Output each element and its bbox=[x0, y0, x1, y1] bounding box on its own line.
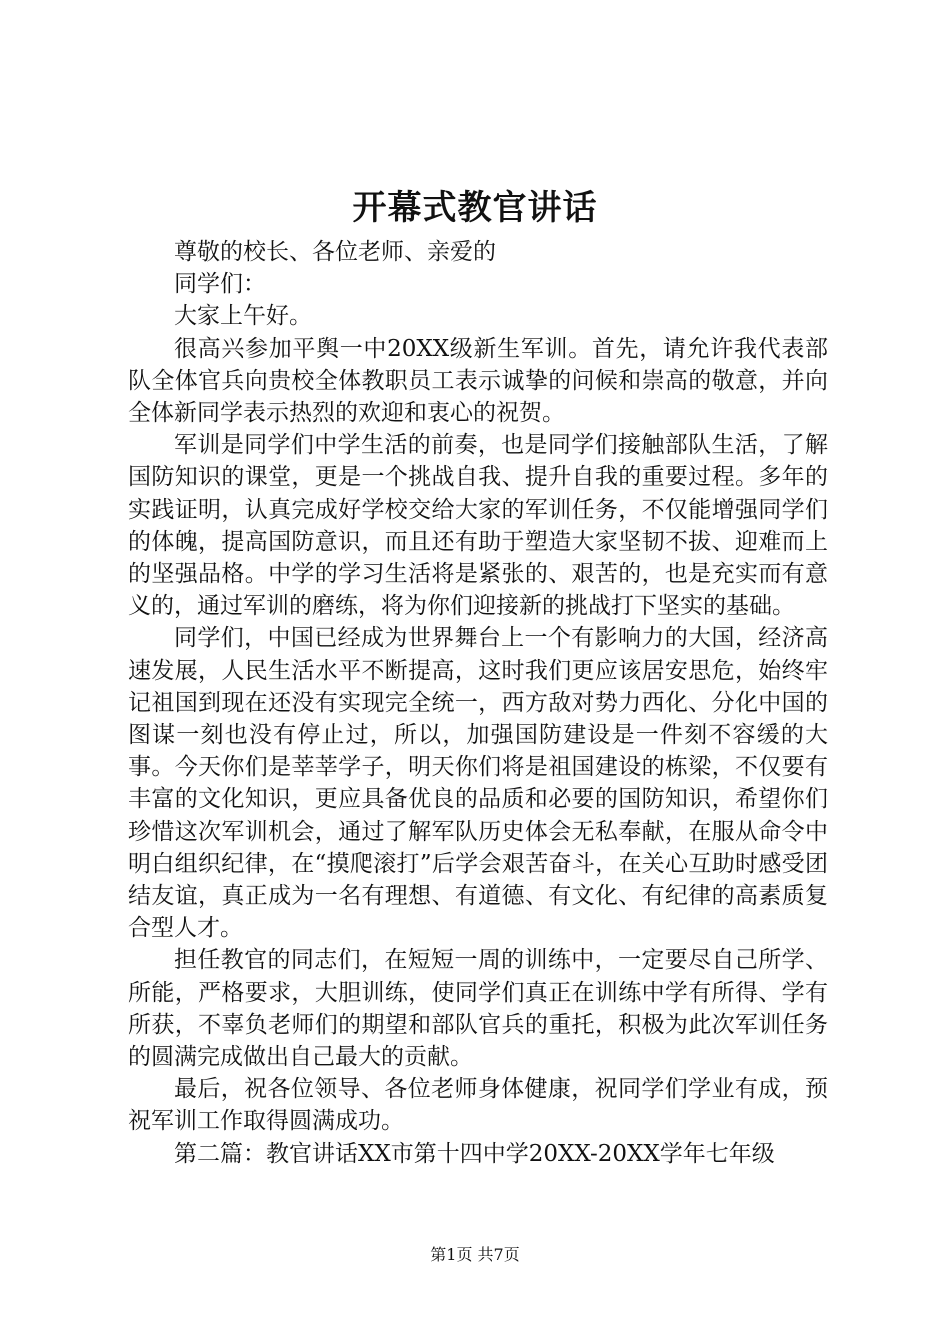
document-title: 开幕式教官讲话 bbox=[352, 188, 598, 228]
salutation-line-1: 尊敬的校长、各位老师、亲爱的 bbox=[174, 239, 496, 265]
page-number-footer: 第1页 共7页 bbox=[430, 1245, 520, 1264]
body-paragraph: 担任教官的同志们，在短短一周的训练中，一定要尽自己所学、所能，严格要求，大胆训练，使同学们真正在训练中学有所得、学有所获，不辜负老师们的期望和部队官兵的重托，积极为此次军训任务的圆满完成做出自己最大的贡献。 bbox=[128, 947, 828, 1071]
greeting-paragraph: 大家上午好。 bbox=[174, 303, 312, 330]
next-section-heading: 第二篇：教官讲话XX市第十四中学20XX-20XX学年七年级 bbox=[174, 1140, 775, 1167]
body-paragraph: 军训是同学们中学生活的前奏，也是同学们接触部队生活，了解国防知识的课堂，更是一个挑战自我、提升自我的重要过程。多年的实践证明，认真完成好学校交给大家的军训任务，不仅能增强同学们的体魄，提高国防意识，而且还有助于塑造大家坚韧不拔、迎难而上的坚强品格。中学的学习生活将是紧张的、艰苦的，也是充实而有意义的，通过军训的磨练，将为你们迎接新的挑战打下坚实的基础。 bbox=[128, 432, 828, 620]
body-paragraph: 同学们，中国已经成为世界舞台上一个有影响力的大国，经济高速发展，人民生活水平不断提高，这时我们更应该居安思危，始终牢记祖国到现在还没有实现完全统一，西方敌对势力西化、分化中国的图谋一刻也没有停止过，所以，加强国防建设是一件刻不容缓的大事。今天你们是莘莘学子，明天你们将是祖国建设的栋梁，不仅要有丰富的文化知识，更应具备优良的品质和必要的国防知识，希望你们珍惜这次军训机会，通过了解军队历史体会无私奉献，在服从命令中明白组织纪律，在“摸爬滚打”后学会艰苦奋斗，在关心互助时感受团结友谊，真正成为一名有理想、有道德、有文化、有纪律的高素质复合型人才。 bbox=[128, 625, 828, 942]
closing-paragraph: 最后，祝各位领导、各位老师身体健康，祝同学们学业有成，预祝军训工作取得圆满成功。 bbox=[128, 1076, 828, 1135]
salutation-line-2: 同学们： bbox=[174, 271, 266, 298]
document-body bbox=[128, 236, 828, 1170]
body-paragraph: 很高兴参加平舆一中20XX级新生军训。首先，请允许我代表部队全体官兵向贵校全体教职员工表示诚挚的问候和崇高的敬意，并向全体新同学表示热烈的欢迎和衷心的祝贺。 bbox=[128, 335, 828, 427]
